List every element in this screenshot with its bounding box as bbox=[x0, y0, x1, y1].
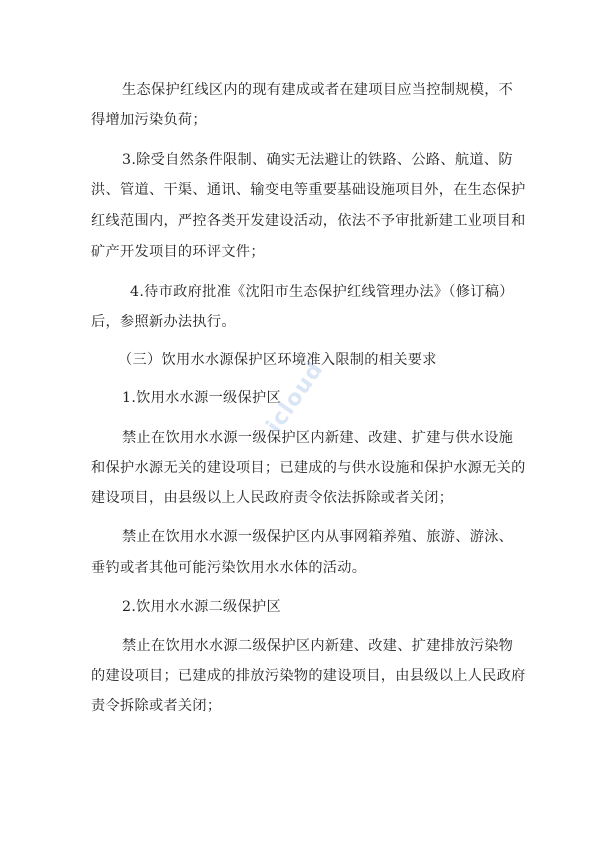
section-heading: （三）饮用水水源保护区环境准入限制的相关要求 bbox=[118, 352, 437, 368]
text-line: 生态保护红线区内的现有建成或者在建项目应当控制规模，不 bbox=[122, 82, 514, 98]
text-line: 禁止在饮用水水源一级保护区内新建、改建、扩建与供水设施 bbox=[122, 430, 514, 446]
text-line: 后，参照新办法执行。 bbox=[91, 314, 236, 330]
subsection-heading: 1.饮用水水源一级保护区 bbox=[122, 390, 282, 406]
text-line: 禁止在饮用水水源一级保护区内从事网箱养殖、旅游、游泳、 bbox=[122, 529, 514, 545]
text-line: 建设项目，由县级以上人民政府责令依法拆除或者关闭； bbox=[91, 490, 454, 506]
text-line: 得增加污染负荷； bbox=[91, 112, 207, 128]
text-line: 垂钓或者其他可能污染饮用水水体的活动。 bbox=[91, 560, 367, 576]
text-line: 的建设项目；已建成的排放污染物的建设项目，由县级以上人民政府 bbox=[91, 668, 526, 684]
text-line: 4.待市政府批准《沈阳市生态保护红线管理办法》（修订稿） bbox=[130, 284, 514, 300]
text-line: 洪、管道、干渠、通讯、输变电等重要基础设施项目外，在生态保护 bbox=[91, 182, 526, 198]
text-line: 红线范围内，严控各类开发建设活动，依法不予审批新建工业项目和 bbox=[91, 213, 526, 229]
text-line: 和保护水源无关的建设项目；已建成的与供水设施和保护水源无关的 bbox=[91, 460, 526, 476]
watermark-logo: icloud bbox=[261, 357, 329, 438]
text-line: 责令拆除或者关闭； bbox=[91, 698, 222, 714]
text-line: 矿产开发项目的环评文件； bbox=[91, 244, 265, 260]
text-line: 3.除受自然条件限制、确实无法避让的铁路、公路、航道、防 bbox=[122, 152, 513, 168]
text-line: 禁止在饮用水水源二级保护区内新建、改建、扩建排放污染物 bbox=[122, 638, 514, 654]
subsection-heading: 2.饮用水水源二级保护区 bbox=[122, 599, 282, 615]
